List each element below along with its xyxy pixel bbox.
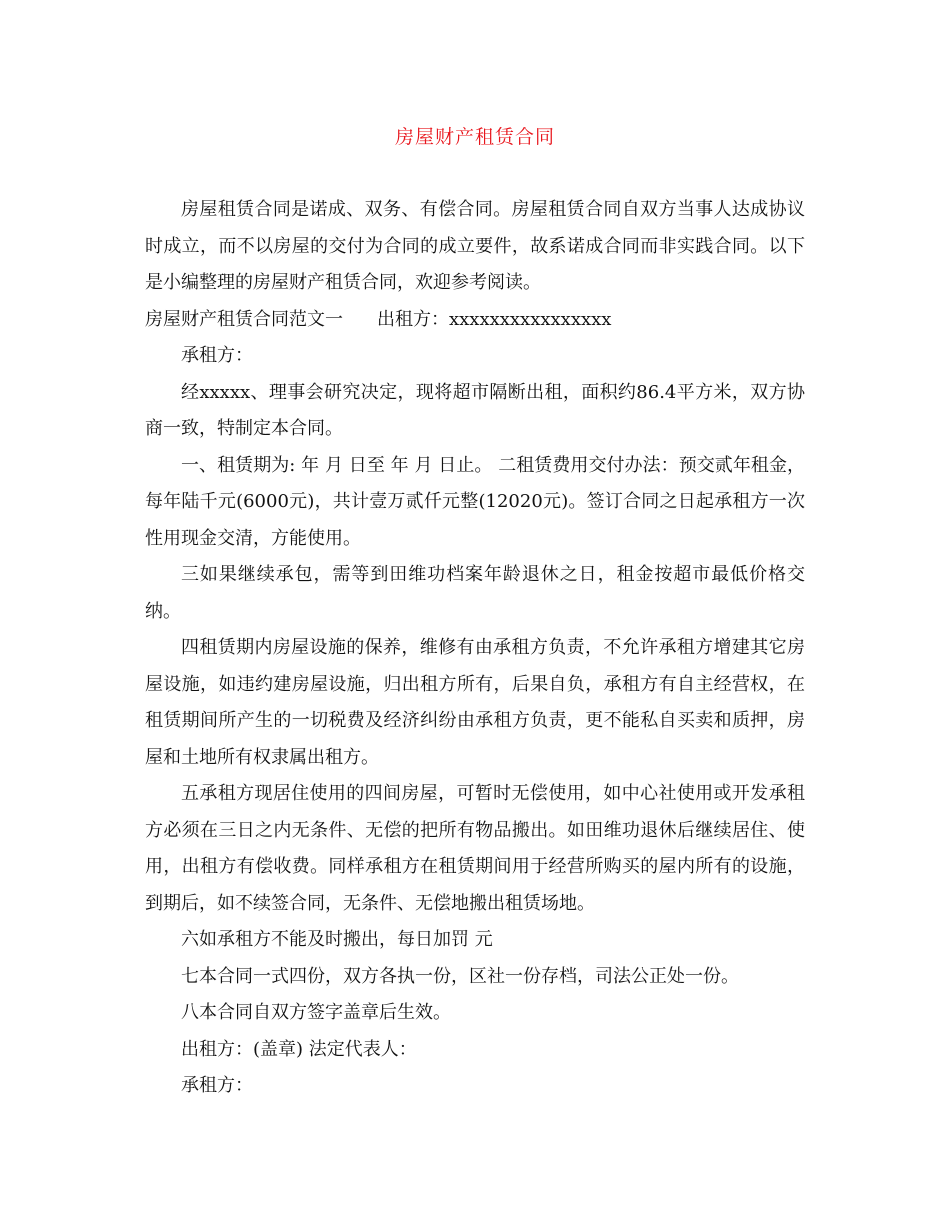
lessor-line: 出租方：xxxxxxxxxxxxxxxx	[377, 308, 612, 330]
lessee-line: 承租方：	[181, 345, 253, 366]
clause-paragraph: 七本合同一式四份，双方各执一份，区社一份存档，司法公正处一份。	[181, 965, 739, 987]
sample-heading-line	[145, 302, 805, 339]
clause-paragraph: 四租赁期内房屋设施的保养，维修有由承租方负责，不允许承租方增建其它房屋设施，如违约建房屋设施，归出租方所有，后果自负，承租方有自主经营权，在租赁期间所产生的一切税费及经济纠纷由承租方负责，更不能私自买卖和质押，房屋和土地所有权隶属出租方。	[145, 637, 805, 768]
clause-paragraph: 八本合同自双方签字盖章后生效。	[181, 1002, 451, 1023]
clause-paragraph: 经xxxxx、理事会研究决定，现将超市隔断出租，面积约86.4平方米，双方协商一致，特制定本合同。	[145, 381, 805, 439]
sample-heading: 房屋财产租赁合同范文一	[145, 308, 343, 330]
clause-paragraph: 三如果继续承包，需等到田维功档案年龄退休之日，租金按超市最低价格交纳。	[145, 564, 805, 622]
clause-paragraph: 一、租赁期为: 年 月 日至 年 月 日止。 二租赁费用交付办法：预交贰年租金，每年陆千元(6000元)，共计壹万贰仟元整(12020元)。签订合同之日起承租方一次性用现金交清，方能使用。	[145, 454, 805, 549]
intro-paragraph: 房屋租赁合同是诺成、双务、有偿合同。房屋租赁合同自双方当事人达成协议时成立，而不以房屋的交付为合同的成立要件，故系诺成合同而非实践合同。以下是小编整理的房屋财产租赁合同，欢迎参考阅读。	[145, 199, 805, 293]
signature-lessee: 承租方：	[181, 1075, 253, 1096]
signature-lessor: 出租方：(盖章) 法定代表人：	[181, 1038, 417, 1060]
document-body	[145, 192, 805, 1105]
clause-paragraph: 六如承租方不能及时搬出，每日加罚 元	[181, 929, 493, 950]
clause-paragraph: 五承租方现居住使用的四间房屋，可暂时无偿使用，如中心社使用或开发承租方必须在三日之内无条件、无偿的把所有物品搬出。如田维功退休后继续居住、使用，出租方有偿收费。同样承租方在租赁期间用于经营所购买的屋内所有的设施，到期后，如不续签合同，无条件、无偿地搬出租赁场地。	[145, 783, 805, 914]
document-title: 房屋财产租赁合同	[394, 126, 555, 148]
